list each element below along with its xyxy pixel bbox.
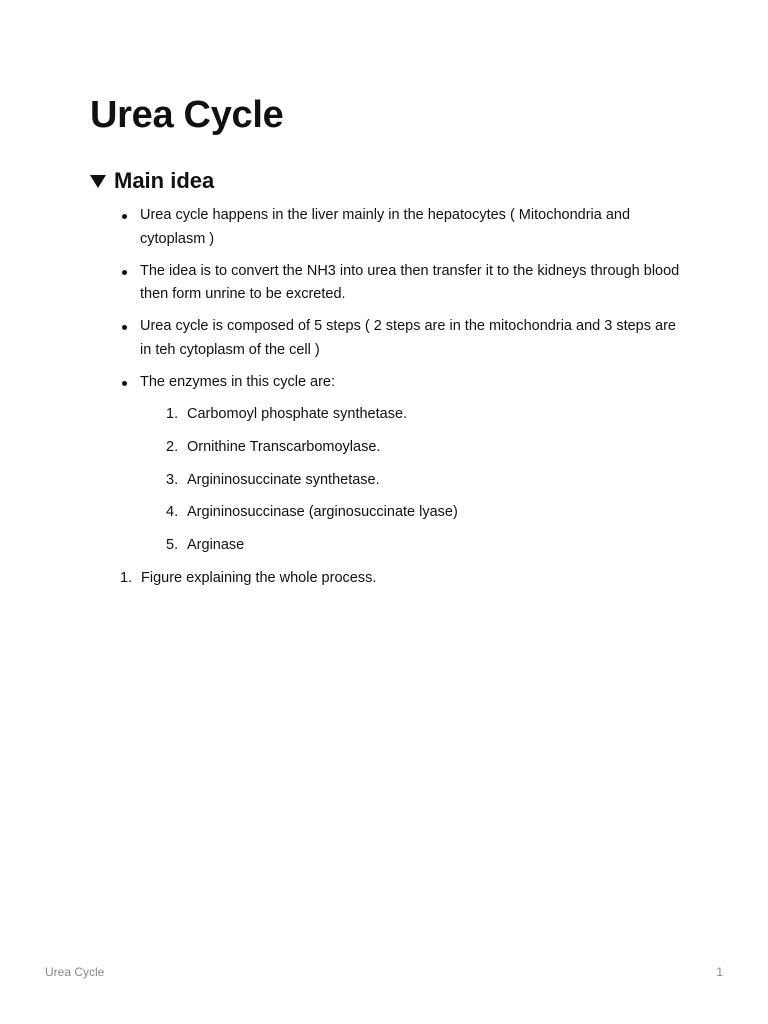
bullet-marker (122, 325, 127, 330)
page-title: Urea Cycle (90, 94, 284, 136)
list-number: 5. (166, 537, 179, 554)
toggle-content (120, 204, 680, 600)
bullet-item (120, 371, 680, 558)
bullet-marker (122, 381, 127, 386)
bullet-text: Urea cycle happens in the liver mainly in the hepatocytes ( Mitochondria and cytoplasm ) (140, 207, 631, 247)
enzyme-text: Arginase (187, 537, 245, 554)
list-number: 1. (166, 406, 179, 422)
figure-item (120, 567, 680, 591)
toggle-title: Main idea (114, 168, 215, 193)
enzyme-item (166, 403, 680, 427)
figure-list (120, 567, 680, 591)
bullet-item (120, 315, 680, 362)
list-number: 1. (120, 569, 133, 586)
triangle-down-icon[interactable] (89, 172, 107, 190)
list-number: 3. (166, 471, 179, 488)
enzyme-item (166, 534, 680, 558)
bullet-text: The enzymes in this cycle are: (140, 373, 336, 390)
list-number: 4. (166, 504, 179, 521)
enzyme-text: Carbomoyl phosphate synthetase. (187, 406, 408, 422)
footer-doc-title: Urea Cycle (45, 965, 105, 979)
enzyme-item (166, 436, 680, 460)
bullet-marker (122, 270, 127, 275)
bullet-marker (122, 214, 127, 219)
bullet-text: The idea is to convert the NH3 into urea then transfer it to the kidneys through blood then form unrine to be excreted. (140, 262, 680, 302)
main-idea-toggle[interactable] (89, 167, 214, 195)
enzyme-text: Ornithine Transcarbomoylase. (187, 438, 381, 455)
figure-item-text: Figure explaining the whole process. (141, 569, 377, 586)
bullet-list (120, 204, 680, 558)
enzyme-text: Argininosuccinase (arginosuccinate lyase) (187, 504, 458, 521)
footer-page-number: 1 (716, 965, 723, 979)
bullet-item (120, 204, 680, 251)
enzyme-text: Argininosuccinate synthetase. (187, 471, 380, 488)
enzyme-item (166, 501, 680, 525)
enzyme-list (166, 403, 680, 558)
bullet-text: Urea cycle is composed of 5 steps ( 2 steps are in the mitochondria and 3 steps are in teh cytoplasm of the cell ) (140, 318, 676, 358)
enzyme-item (166, 469, 680, 493)
list-number: 2. (166, 438, 179, 455)
bullet-item (120, 260, 680, 307)
